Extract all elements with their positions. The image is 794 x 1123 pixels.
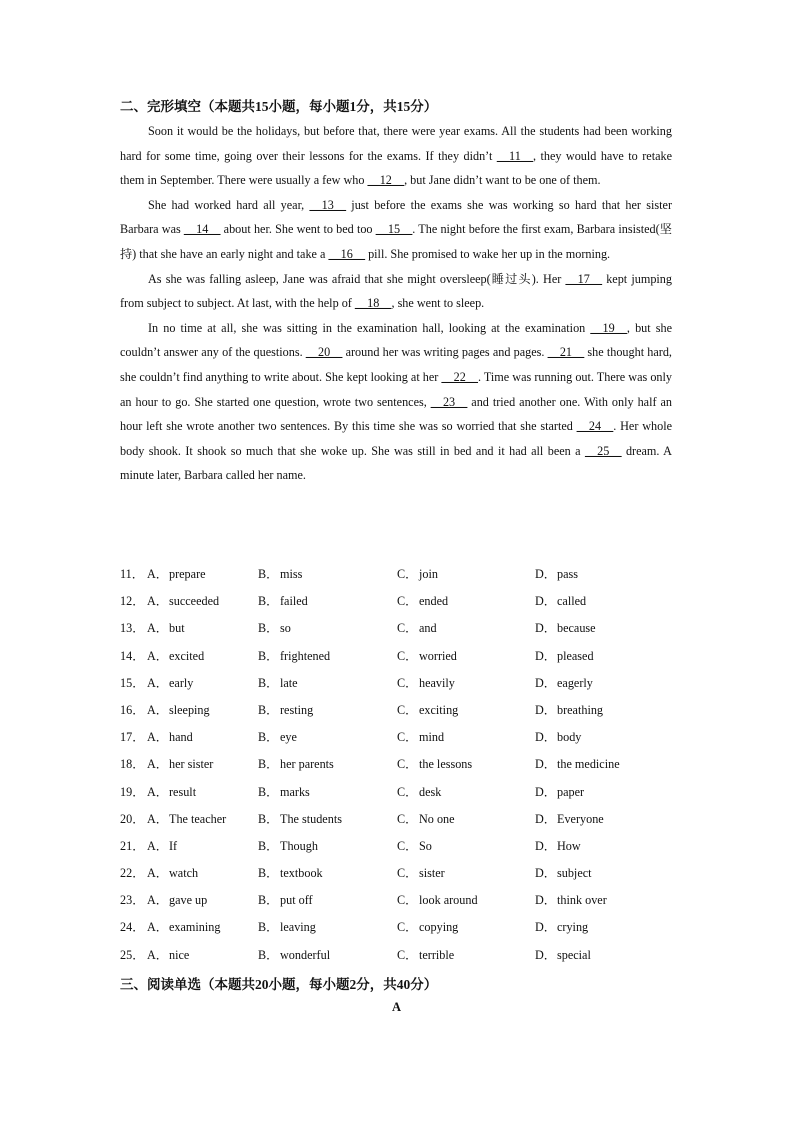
option-letter: A． (147, 730, 168, 745)
option-d[interactable] (535, 644, 594, 668)
cloze-passage (120, 119, 672, 488)
option-text: terrible (419, 947, 455, 962)
option-letter: D． (535, 757, 556, 772)
option-row (120, 698, 680, 725)
question-number: 17． (120, 730, 145, 745)
blank: __11__ (496, 148, 533, 163)
option-text: hand (169, 730, 193, 745)
option-letter: B． (258, 594, 279, 609)
option-letter: D． (535, 675, 556, 690)
options-list (120, 562, 680, 970)
option-a[interactable] (147, 752, 213, 776)
passage-text: As she was falling asleep, Jane was afraid that she might oversleep(睡过头). Her (148, 271, 566, 286)
option-b[interactable] (258, 943, 330, 967)
option-text: the lessons (419, 757, 473, 772)
question-number: 13． (120, 621, 145, 636)
option-letter: C． (397, 811, 418, 826)
option-text: How (557, 838, 581, 853)
passage-text: . Her whole body shook. It shook so much that she woke up. She was still in bed and it had all been a (120, 419, 672, 458)
question-number: 11． (120, 567, 144, 581)
option-text: but (169, 621, 185, 636)
passage-text: . The night before the first exam, Barbara insisted(坚持) that she have an early night and take a (120, 222, 672, 261)
option-letter: C． (397, 947, 418, 962)
passage-text: she thought hard, she couldn’t find anything to write about. She kept looking at her (120, 345, 672, 384)
option-letter: A． (147, 838, 168, 853)
option-a[interactable] (147, 861, 198, 885)
blank: __17__ (565, 271, 603, 286)
option-row (120, 562, 680, 589)
option-letter: A． (147, 648, 168, 663)
blank: __18__ (354, 296, 392, 311)
option-d[interactable] (535, 861, 592, 885)
option-letter: D． (535, 947, 556, 962)
passage-text: . Time was running out. There was only an hour to go. She started one question, wrote two sentences, (120, 369, 673, 409)
option-a[interactable] (147, 671, 193, 695)
option-a[interactable] (147, 943, 189, 967)
option-text: subject (557, 866, 592, 881)
option-text: If (169, 838, 178, 853)
option-b[interactable] (258, 616, 291, 640)
option-letter: C． (397, 920, 418, 935)
option-a[interactable] (147, 616, 185, 640)
option-text: put off (280, 893, 313, 908)
option-letter: A． (147, 567, 168, 581)
passage-text: She had worked hard all year, (148, 197, 310, 212)
option-letter: B． (258, 920, 279, 935)
option-text: eagerly (557, 675, 593, 690)
option-c[interactable] (397, 780, 441, 804)
option-letter: D． (535, 648, 556, 663)
option-letter: B． (258, 757, 279, 772)
passage-text: , they would have to retake them in September. There were usually a few who (120, 148, 672, 188)
option-letter: D． (535, 730, 556, 745)
option-text: copying (419, 920, 459, 935)
passage-text: Soon it would be the holidays, but before that, there were year exams. All the students had been working hard for some time, going over their lessons for the exams. If they didn’t (120, 124, 672, 163)
option-letter: A． (147, 675, 168, 690)
option-c[interactable] (397, 589, 448, 613)
option-row (120, 616, 680, 643)
option-d[interactable] (535, 698, 603, 722)
option-d[interactable] (535, 725, 581, 749)
option-letter: B． (258, 811, 279, 826)
option-letter: B． (258, 702, 279, 717)
option-letter: D． (535, 702, 556, 717)
passage-text: about her. She went to bed too (220, 222, 376, 237)
option-text: frightened (280, 648, 331, 663)
option-b[interactable] (258, 807, 342, 831)
option-row (120, 834, 680, 861)
option-b[interactable] (258, 671, 298, 695)
option-row (120, 644, 680, 671)
option-letter: B． (258, 675, 279, 690)
option-c[interactable] (397, 562, 438, 586)
option-text: marks (280, 784, 310, 799)
option-text: So (419, 838, 432, 853)
option-c[interactable] (397, 834, 432, 858)
option-text: pleased (557, 648, 594, 663)
option-letter: D． (535, 811, 556, 826)
option-text: ended (419, 594, 449, 609)
option-text: wonderful (280, 947, 331, 962)
option-c[interactable] (397, 698, 458, 722)
option-text: the medicine (557, 757, 620, 772)
option-letter: B． (258, 621, 279, 636)
option-a[interactable] (147, 915, 220, 939)
option-text: think over (557, 893, 607, 908)
blank: __21__ (547, 345, 585, 360)
option-letter: A． (147, 866, 168, 881)
option-row (120, 861, 680, 888)
option-row (120, 807, 680, 834)
option-text: special (557, 947, 591, 962)
option-b[interactable] (258, 780, 310, 804)
passage-text: just before the exams she was working so hard that her sister Barbara was (120, 197, 672, 237)
option-d[interactable] (535, 671, 593, 695)
question-number: 14． (120, 648, 145, 663)
question-number: 12． (120, 594, 145, 609)
option-a[interactable] (147, 888, 207, 912)
option-text: succeeded (169, 594, 220, 609)
option-letter: B． (258, 784, 279, 799)
section-3-title: 三、阅读单选（本题共20小题，每小题2分，共40分） (120, 977, 438, 992)
option-b[interactable] (258, 725, 297, 749)
option-letter: D． (535, 784, 556, 799)
option-c[interactable] (397, 807, 455, 831)
option-text: Though (280, 838, 318, 853)
option-letter: A． (147, 757, 168, 772)
option-letter: B． (258, 893, 279, 908)
option-c[interactable] (397, 644, 457, 668)
option-text: paper (557, 784, 585, 799)
option-text: her sister (169, 757, 214, 772)
option-text: The teacher (169, 811, 227, 826)
blank: __23__ (430, 394, 468, 409)
option-b[interactable] (258, 752, 334, 776)
option-letter: C． (397, 757, 418, 772)
option-text: and (419, 621, 437, 636)
question-number: 16． (120, 702, 145, 717)
option-row (120, 752, 680, 779)
option-letter: C． (397, 594, 418, 609)
option-letter: B． (258, 947, 279, 962)
question-number: 25． (120, 947, 145, 962)
option-text: eye (280, 730, 297, 745)
option-letter: D． (535, 920, 556, 935)
option-letter: A． (147, 947, 168, 962)
option-text: Everyone (557, 811, 604, 826)
option-text: examining (169, 920, 221, 935)
option-text: look around (419, 893, 478, 908)
option-b[interactable] (258, 834, 318, 858)
option-text: desk (419, 784, 442, 799)
option-text: her parents (280, 757, 334, 772)
blank: __25__ (584, 443, 622, 458)
option-text: called (557, 594, 587, 609)
blank: __16__ (328, 246, 366, 261)
option-a[interactable] (147, 644, 204, 668)
option-row (120, 780, 680, 807)
option-text: because (557, 621, 596, 636)
option-text: prepare (169, 567, 206, 581)
option-b[interactable] (258, 888, 313, 912)
option-text: crying (557, 920, 589, 935)
option-letter: C． (397, 838, 418, 853)
option-d[interactable] (535, 807, 604, 831)
option-row (120, 888, 680, 915)
option-letter: B． (258, 648, 279, 663)
option-text: body (557, 730, 582, 745)
option-c[interactable] (397, 616, 437, 640)
option-letter: C． (397, 648, 418, 663)
blank: __20__ (305, 345, 343, 360)
passage-text: In no time at all, she was sitting in the examination hall, looking at the examination (148, 320, 591, 335)
passage-text: kept jumping from subject to subject. At last, with the help of (120, 271, 672, 311)
question-number: 20． (120, 811, 145, 826)
option-a[interactable] (147, 834, 177, 858)
blank: __24__ (576, 419, 614, 434)
option-letter: D． (535, 621, 556, 636)
option-c[interactable] (397, 915, 458, 939)
passage-text: , but Jane didn’t want to be one of them. (404, 173, 601, 188)
option-letter: B． (258, 838, 279, 853)
option-b[interactable] (258, 915, 316, 939)
option-letter: C． (397, 784, 418, 799)
blank: __19__ (590, 320, 627, 335)
option-letter: B． (258, 567, 279, 581)
option-letter: C． (397, 702, 418, 717)
option-c[interactable] (397, 671, 455, 695)
question-number: 19． (120, 784, 145, 799)
option-text: late (280, 675, 298, 690)
section-2-title: 二、完形填空（本题共15小题，每小题1分，共15分） (120, 99, 438, 114)
option-letter: B． (258, 866, 279, 881)
blank: __22__ (441, 369, 478, 384)
question-number: 15． (120, 675, 145, 690)
option-d[interactable] (535, 589, 586, 613)
option-letter: A． (147, 784, 168, 799)
option-text: exciting (419, 702, 459, 717)
blank: __14__ (183, 222, 221, 237)
option-b[interactable] (258, 861, 323, 885)
option-text: so (280, 621, 291, 636)
option-text: sister (419, 866, 445, 881)
option-text: early (169, 675, 194, 690)
option-text: leaving (280, 920, 316, 935)
option-c[interactable] (397, 752, 472, 776)
option-a[interactable] (147, 780, 196, 804)
question-number: 24． (120, 920, 145, 935)
option-c[interactable] (397, 888, 478, 912)
option-a[interactable] (147, 562, 206, 586)
option-letter: C． (397, 730, 418, 745)
option-b[interactable] (258, 562, 302, 586)
option-text: gave up (169, 893, 208, 908)
option-row (120, 915, 680, 942)
option-letter: C． (397, 567, 418, 581)
passage-text: pill. She promised to wake her up in the morning. (365, 246, 611, 261)
option-text: join (419, 567, 438, 581)
option-text: sleeping (169, 702, 210, 717)
passage-paragraph (120, 193, 672, 267)
blank: __12__ (367, 173, 405, 188)
option-text: result (169, 784, 197, 799)
option-text: breathing (557, 702, 604, 717)
option-text: failed (280, 594, 308, 609)
option-b[interactable] (258, 589, 308, 613)
option-text: The students (280, 811, 342, 826)
option-c[interactable] (397, 943, 454, 967)
option-d[interactable] (535, 834, 581, 858)
option-letter: C． (397, 621, 418, 636)
option-text: resting (280, 702, 314, 717)
option-letter: B． (258, 730, 279, 745)
option-letter: A． (147, 702, 168, 717)
passage-text: , but she couldn’t answer any of the questions. (120, 320, 672, 360)
option-letter: D． (535, 866, 556, 881)
option-d[interactable] (535, 888, 607, 912)
blank: __13__ (309, 197, 347, 212)
option-letter: C． (397, 675, 418, 690)
option-d[interactable] (535, 780, 584, 804)
option-text: pass (557, 567, 578, 581)
option-c[interactable] (397, 861, 445, 885)
option-row (120, 725, 680, 752)
passage-text: dream. A minute later, Barbara called her name. (120, 443, 672, 483)
option-row (120, 671, 680, 698)
option-text: watch (169, 866, 199, 881)
option-letter: A． (147, 621, 168, 636)
option-d[interactable] (535, 943, 591, 967)
option-letter: D． (535, 838, 556, 853)
option-text: miss (280, 567, 303, 581)
option-text: textbook (280, 866, 323, 881)
option-letter: C． (397, 893, 418, 908)
option-text: No one (419, 811, 455, 826)
option-c[interactable] (397, 725, 444, 749)
option-letter: A． (147, 594, 168, 609)
option-row (120, 589, 680, 616)
question-number: 21． (120, 838, 145, 853)
option-letter: A． (147, 893, 168, 908)
blank: __15__ (375, 222, 413, 237)
option-text: nice (169, 947, 190, 962)
option-d[interactable] (535, 752, 620, 776)
option-letter: D． (535, 594, 556, 609)
option-text: mind (419, 730, 445, 745)
passage-text: and tried another one. With only half an hour left she wrote another two sentences. By this time she was so worried that she started (120, 394, 672, 434)
passage-paragraph (120, 119, 672, 193)
option-text: worried (419, 648, 457, 663)
option-text: heavily (419, 675, 455, 690)
option-d[interactable] (535, 616, 596, 640)
option-d[interactable] (535, 915, 588, 939)
option-a[interactable] (147, 589, 219, 613)
option-b[interactable] (258, 698, 313, 722)
passage-paragraph (120, 316, 672, 488)
option-letter: D． (535, 893, 556, 908)
passage-label: A (392, 1000, 402, 1014)
option-d[interactable] (535, 562, 578, 586)
option-a[interactable] (147, 725, 193, 749)
option-letter: A． (147, 920, 168, 935)
passage-paragraph (120, 267, 672, 316)
option-a[interactable] (147, 807, 226, 831)
option-letter: D． (535, 567, 556, 581)
option-letter: C． (397, 866, 418, 881)
option-row (120, 943, 680, 970)
passage-text: around her was writing pages and pages. (342, 345, 548, 360)
question-number: 23． (120, 893, 145, 908)
passage-text: , she went to sleep. (391, 296, 485, 311)
option-text: excited (169, 648, 205, 663)
question-number: 22． (120, 866, 145, 881)
option-letter: A． (147, 811, 168, 826)
option-a[interactable] (147, 698, 210, 722)
option-b[interactable] (258, 644, 330, 668)
question-number: 18． (120, 757, 145, 772)
